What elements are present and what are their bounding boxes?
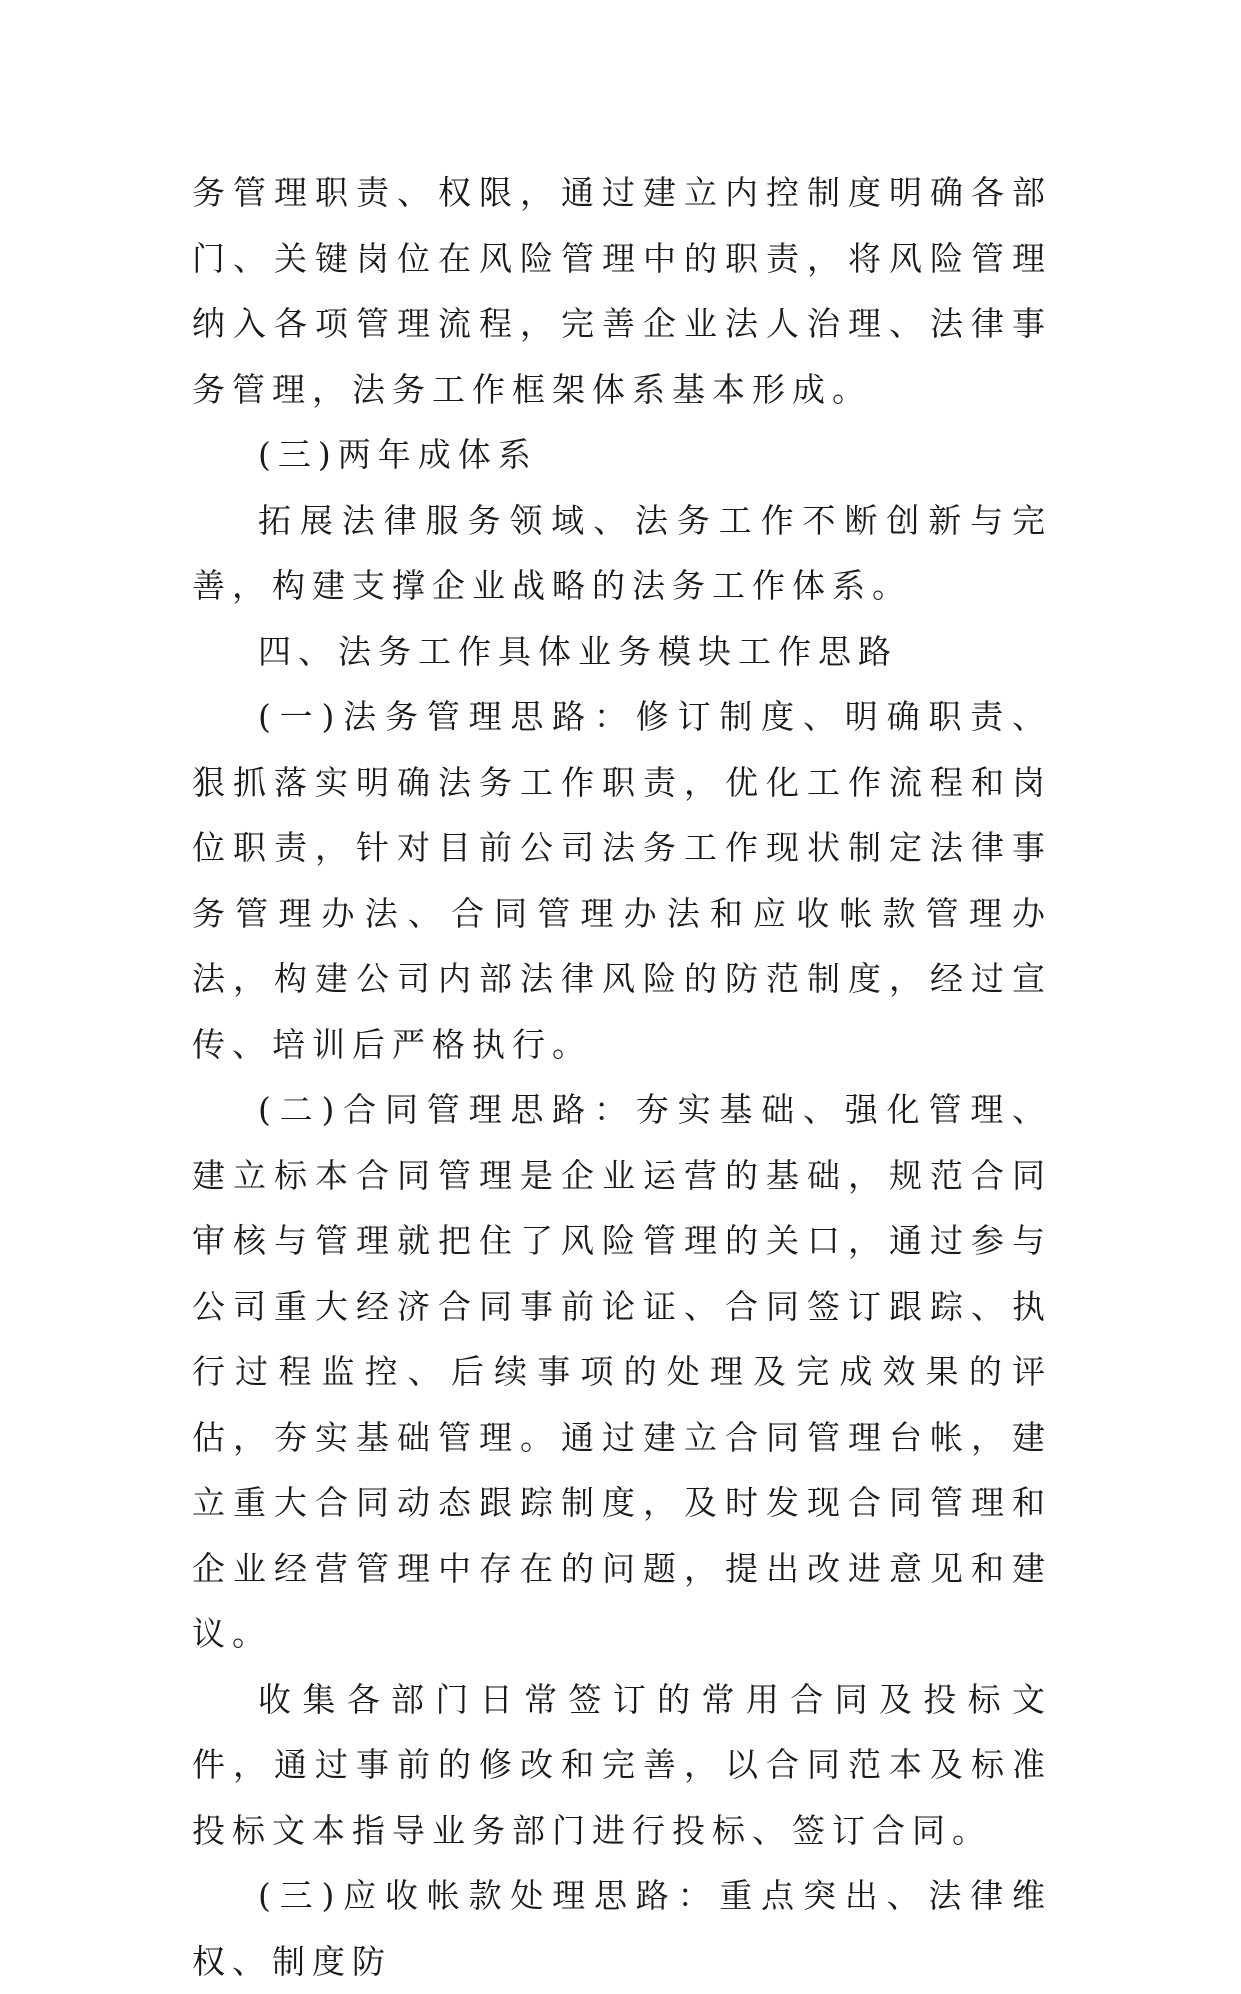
paragraph-collect-contracts: 收集各部门日常签订的常用合同及投标文件，通过事前的修改和完善，以合同范本及标准投标文本指导业务部门进行投标、签订合同。: [192, 1679, 1052, 1850]
paragraph-continued-responsibilities: 务管理职责、权限，通过建立内控制度明确各部门、关键岗位在风险管理中的职责，将风险管理纳入各项管理流程，完善企业法人治理、法律事务管理，法务工作框架体系基本形成。: [192, 173, 1052, 409]
heading-section-four: 四、法务工作具体业务模块工作思路: [258, 631, 898, 671]
document-page: [192, 160, 1052, 1994]
paragraph-expand-legal-services: 拓展法律服务领域、法务工作不断创新与完善，构建支撑企业战略的法务工作体系。: [192, 500, 1052, 605]
paragraph-legal-management: (一)法务管理思路：修订制度、明确职责、狠抓落实明确法务工作职责，优化工作流程和岗位职责，针对目前公司法务工作现状制定法律事务管理办法、合同管理办法和应收帐款管理办法，构建公司内部法律风险的防范制度，经过宣传、培训后严格执行。: [192, 697, 1052, 1064]
heading-two-year-system: (三)两年成体系: [258, 435, 538, 474]
paragraph-receivables: (三)应收帐款处理思路：重点突出、法律维权、制度防: [192, 1876, 1052, 1981]
paragraph-contract-management: (二)合同管理思路：夯实基础、强化管理、建立标本合同管理是企业运营的基础，规范合同审核与管理就把住了风险管理的关口，通过参与公司重大经济合同事前论证、合同签订跟踪、执行过程监控、后续事项的处理及完成效果的评估，夯实基础管理。通过建立合同管理台帐，建立重大合同动态跟踪制度，及时发现合同管理和企业经营管理中存在的问题，提出改进意见和建议。: [192, 1090, 1052, 1653]
